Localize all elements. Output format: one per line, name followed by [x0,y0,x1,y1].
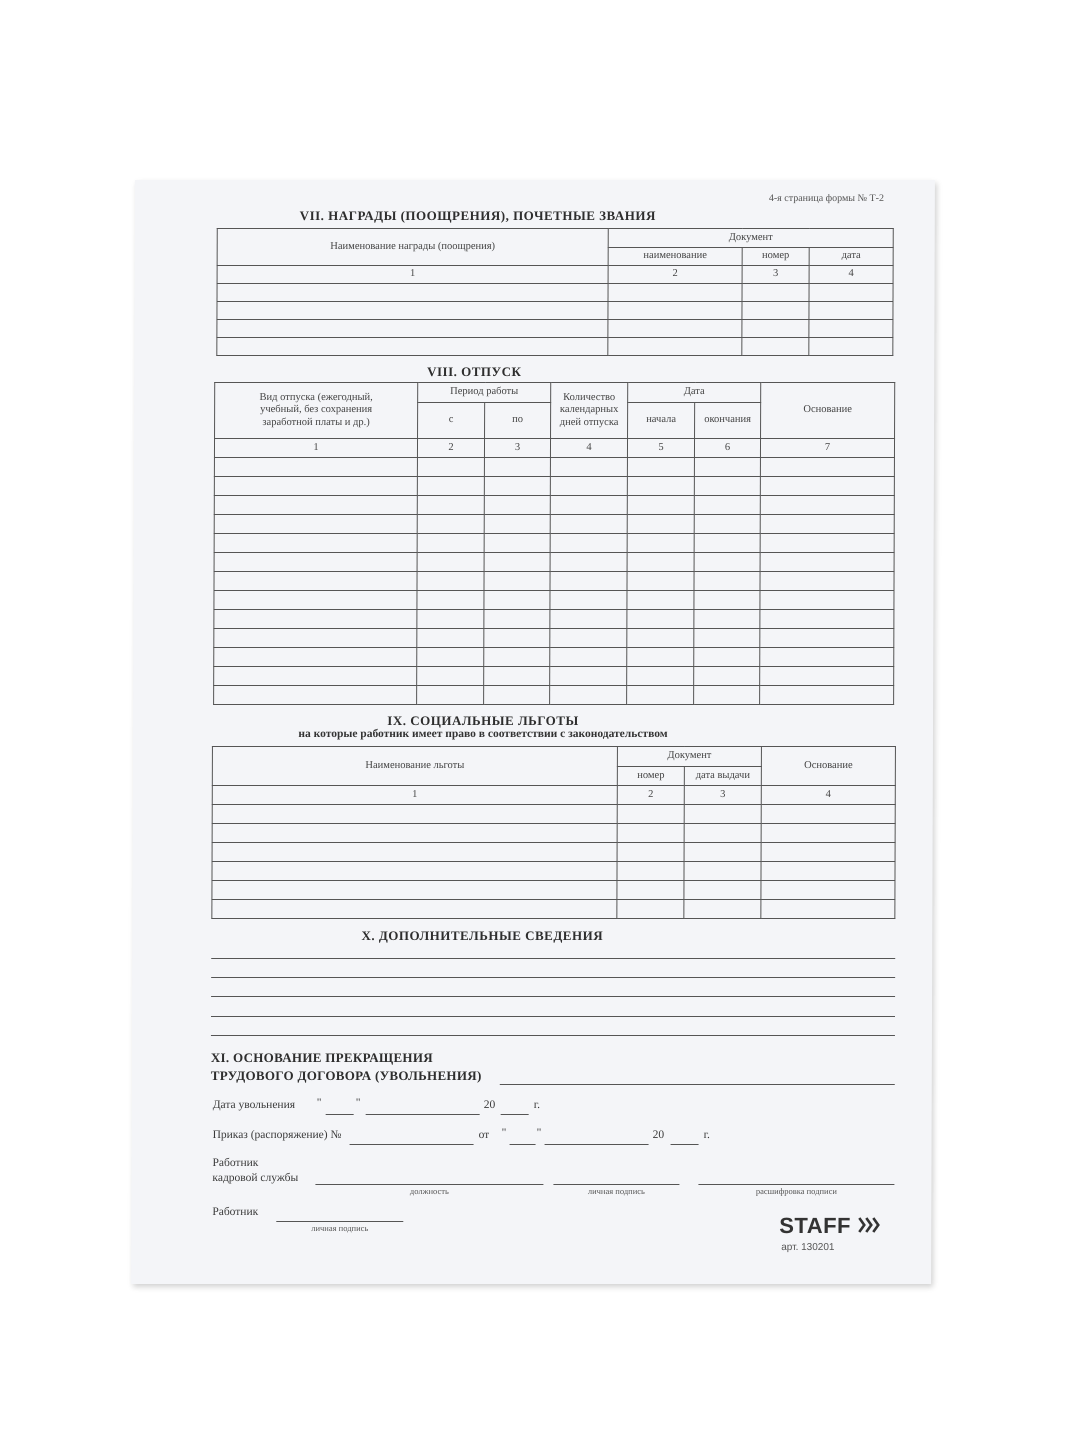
vacation-row[interactable] [214,610,894,629]
vacation-num: 6 [694,439,760,458]
vacation-row[interactable] [214,629,894,648]
awards-num: 3 [742,266,809,284]
hr-label-line2: кадровой службы [212,1172,299,1184]
vacation-row[interactable] [214,553,894,572]
termination-title-line2: ТРУДОВОГО ДОГОВОРА (УВОЛЬНЕНИЯ) [210,1068,482,1083]
additional-line[interactable] [211,977,895,978]
vacation-row[interactable] [214,458,894,477]
vacation-row[interactable] [214,667,894,686]
benefits-col-document: Документ [617,747,761,767]
vacation-num: 2 [417,439,484,458]
vacation-row[interactable] [214,686,894,705]
awards-col-doc-number: номер [742,248,809,266]
order-label: Приказ (распоряжение) № [212,1129,342,1141]
hr-decoding-field[interactable] [698,1184,894,1185]
vacation-num: 4 [550,439,627,458]
vacation-row[interactable] [214,591,894,610]
benefits-row[interactable] [212,824,895,843]
staff-logo [779,1213,881,1239]
quote-open: " [501,1127,507,1139]
termination-reason-line[interactable] [500,1084,895,1085]
vacation-col-from: с [418,403,485,439]
benefits-table [211,746,896,919]
vacation-row[interactable] [214,648,894,667]
year-suffix: г. [703,1129,710,1141]
vacation-col-period: Период работы [418,383,551,403]
awards-num: 2 [608,266,742,284]
vacation-row[interactable] [214,572,894,591]
form-sheet [131,180,935,1284]
vacation-col-type: Вид отпуска (ежегодный, учебный, без сохранения заработной платы и др.) [215,383,418,439]
vacation-col-to: по [485,403,551,439]
additional-line[interactable] [211,996,895,997]
hr-signature-field[interactable] [553,1184,679,1185]
employee-signature-caption: личная подпись [311,1223,369,1233]
staff-logo-text: STAFF [779,1213,852,1238]
termination-title-line1: XI. ОСНОВАНИЕ ПРЕКРАЩЕНИЯ [210,1050,433,1065]
hr-position-field[interactable] [315,1184,543,1185]
benefits-title: IX. СОЦИАЛЬНЫЕ ЛЬГОТЫ [387,713,579,728]
employee-label: Работник [212,1206,259,1218]
awards-col-document: Документ [608,229,893,248]
benefits-subtitle: на которые работник имеет право в соответствии с законодательством [298,728,668,740]
awards-row[interactable] [217,320,893,338]
year-suffix: г. [533,1099,541,1111]
vacation-row[interactable] [214,515,894,534]
awards-col-doc-date: дата [809,248,893,266]
chevrons-icon [857,1215,881,1235]
awards-table [216,228,893,356]
additional-title: X. ДОПОЛНИТЕЛЬНЫЕ СВЕДЕНИЯ [361,928,604,943]
benefits-row[interactable] [212,843,895,862]
vacation-col-start: начала [628,403,695,439]
vacation-table [213,382,895,705]
awards-col-name: Наименование награды (поощрения) [217,229,608,266]
vacation-num: 5 [627,439,694,458]
hr-label-line1: Работник [212,1157,259,1169]
employee-signature-field[interactable] [276,1221,403,1222]
order-from-label: от [478,1129,490,1141]
additional-line[interactable] [211,1035,895,1036]
benefits-num: 4 [761,786,895,805]
vacation-title: VIII. ОТПУСК [427,364,522,379]
dismissal-day-field[interactable] [326,1114,354,1115]
page-label: 4-я страница формы № Т-2 [768,193,885,204]
benefits-col-basis: Основание [761,747,895,786]
benefits-col-name: Наименование льготы [212,747,617,786]
additional-line[interactable] [211,958,895,959]
order-number-field[interactable] [350,1144,474,1145]
quote-close: " [355,1097,361,1109]
vacation-row[interactable] [214,496,894,515]
vacation-col-date: Дата [628,383,761,403]
order-year-field[interactable] [671,1144,699,1145]
vacation-num: 7 [760,439,894,458]
vacation-col-end: окончания [695,403,761,439]
vacation-num: 1 [214,439,417,458]
quote-open: " [316,1097,322,1109]
order-day-field[interactable] [510,1144,536,1145]
benefits-num: 3 [684,786,761,805]
benefits-num: 2 [617,786,684,805]
benefits-row[interactable] [212,862,895,881]
vacation-col-basis: Основание [761,383,895,439]
benefits-row[interactable] [212,881,895,900]
awards-col-doc-name: наименование [608,248,742,266]
hr-decoding-caption: расшифровка подписи [755,1186,837,1196]
year-prefix: 20 [483,1099,496,1111]
awards-row[interactable] [217,302,893,320]
benefits-num: 1 [212,786,617,805]
awards-row[interactable] [217,338,893,356]
article-number: арт. 130201 [781,1242,835,1253]
dismissal-month-field[interactable] [366,1114,480,1115]
awards-title: VII. НАГРАДЫ (ПООЩРЕНИЯ), ПОЧЕТНЫЕ ЗВАНИЯ [299,208,656,223]
dismissal-date-label: Дата увольнения [212,1099,296,1111]
quote-close: " [536,1127,542,1139]
vacation-row[interactable] [214,534,894,553]
benefits-row[interactable] [212,900,895,919]
hr-position-caption: должность [409,1186,449,1196]
year-prefix: 20 [652,1129,665,1141]
vacation-row[interactable] [214,477,894,496]
awards-row[interactable] [217,284,893,302]
hr-signature-caption: личная подпись [587,1186,645,1196]
vacation-col-days: Количество календарных дней отпуска [551,383,628,439]
vacation-num: 3 [484,439,550,458]
order-month-field[interactable] [545,1144,649,1145]
benefits-col-number: номер [617,767,684,786]
awards-num: 1 [217,266,608,284]
dismissal-year-field[interactable] [501,1114,529,1115]
benefits-col-issue-date: дата выдачи [684,767,761,786]
additional-line[interactable] [211,1016,895,1017]
benefits-row[interactable] [212,805,895,824]
awards-num: 4 [809,266,893,284]
